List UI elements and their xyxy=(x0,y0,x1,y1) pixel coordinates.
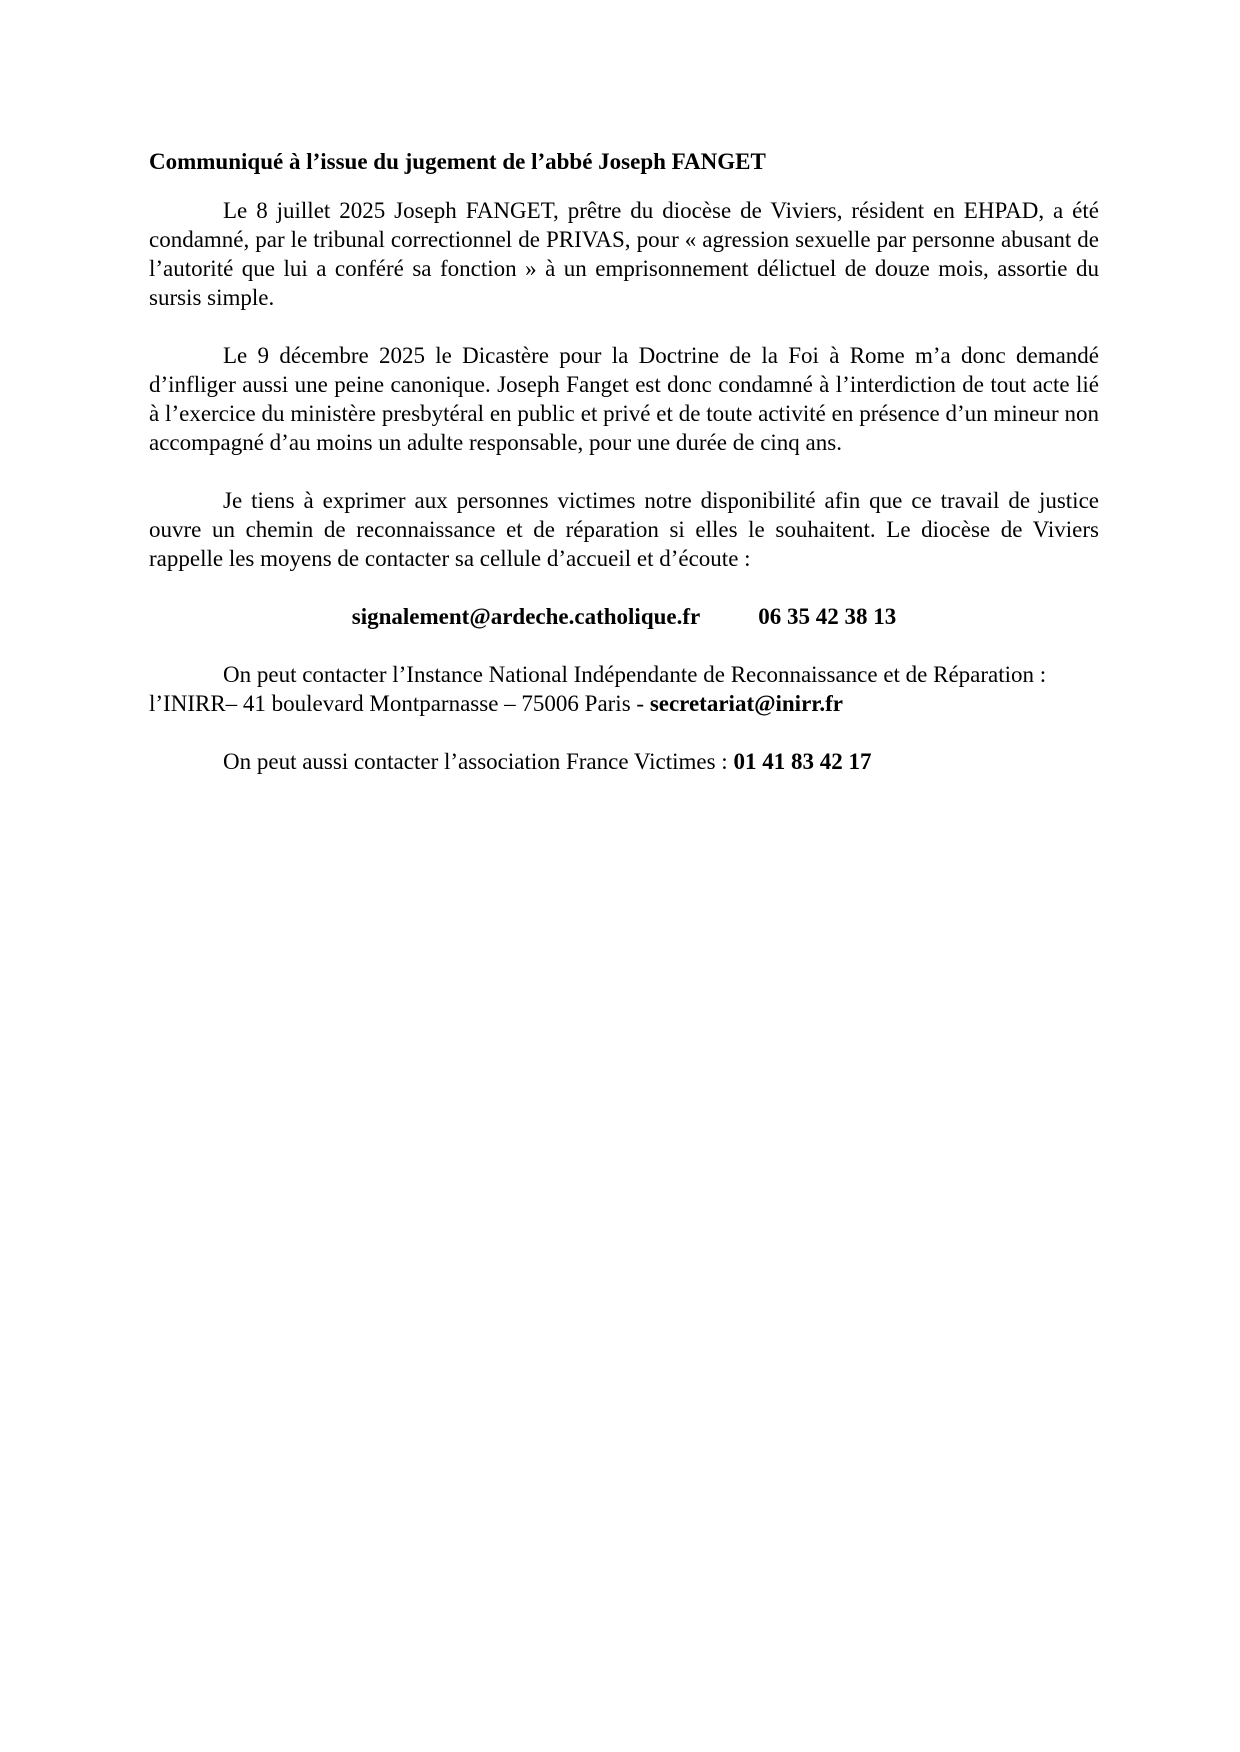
document-title: Communiqué à l’issue du jugement de l’abbé Joseph FANGET xyxy=(149,149,766,174)
cellule-phone[interactable]: 06 35 42 38 13 xyxy=(758,604,897,629)
paragraph-france-victimes xyxy=(149,747,1099,776)
france-victimes-phone[interactable]: 01 41 83 42 17 xyxy=(733,749,872,774)
inirr-email[interactable]: secretariat@inirr.fr xyxy=(649,691,843,716)
paragraph-judgment: Le 8 juillet 2025 Joseph FANGET, prêtre du diocèse de Viviers, résident en EHPAD, a été condamné, par le tribunal correctionnel de PRIVAS, pour « agression sexuelle par personne abusant de l’autorité que lui a conféré sa fonction » à un emprisonnement délictuel de douze mois, assortie du sursis simple. xyxy=(149,198,1099,310)
inirr-text: On peut contacter l’Instance National Indépendante de Reconnaissance et de Réparation : l’INIRR– 41 boulevard Montparnasse – 75006 Paris - xyxy=(149,662,1047,716)
document-page xyxy=(149,147,1099,805)
cellule-contact-line xyxy=(149,602,1099,631)
paragraph-victims-support: Je tiens à exprimer aux personnes victimes notre disponibilité afin que ce travail de justice ouvre un chemin de reconnaissance et de réparation si elles le souhaitent. Le diocèse de Viviers rappelle les moyens de contacter sa cellule d’accueil et d’écoute : xyxy=(149,488,1099,571)
france-victimes-text: On peut aussi contacter l’association France Victimes : xyxy=(223,749,734,774)
paragraph-canonical-penalty: Le 9 décembre 2025 le Dicastère pour la Doctrine de la Foi à Rome m’a donc demandé d’infliger aussi une peine canonique. Joseph Fanget est donc condamné à l’interdiction de tout acte lié à l’exercice du ministère presbytéral en public et privé et de toute activité en présence d’un mineur non accompagné d’au moins un adulte responsable, pour une durée de cinq ans. xyxy=(149,343,1099,455)
paragraph-inirr xyxy=(149,660,1099,718)
cellule-email[interactable]: signalement@ardeche.catholique.fr xyxy=(351,604,701,629)
